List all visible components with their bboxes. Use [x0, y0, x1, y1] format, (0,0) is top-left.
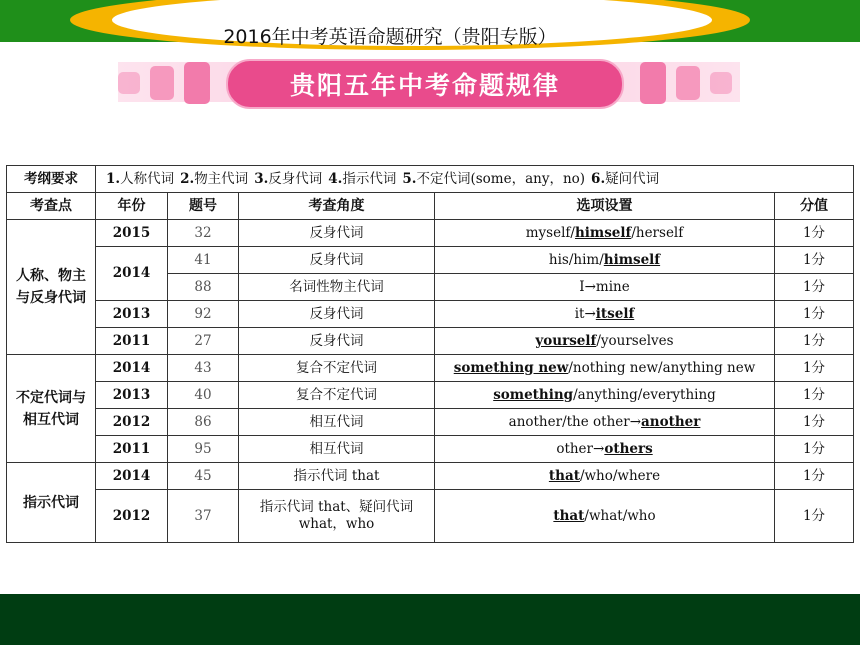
option-text: /who/where: [579, 467, 661, 484]
option-text: another/the other→: [508, 413, 642, 430]
column-header: 题号: [168, 193, 239, 220]
score-cell: 1分: [775, 409, 854, 436]
table-row: [7, 463, 854, 490]
option-text: /yourselves: [596, 332, 674, 349]
column-header: 分值: [775, 193, 854, 220]
exam-angle-cell: 相互代词: [239, 409, 435, 436]
options-cell: [435, 409, 775, 436]
correct-answer: that: [548, 467, 580, 484]
question-number-cell: 45: [168, 463, 239, 490]
syllabus-item-text: 指示代词: [342, 170, 397, 187]
correct-answer: another: [641, 413, 701, 430]
correct-answer: something new: [453, 359, 569, 376]
syllabus-item-text: 物主代词: [194, 170, 249, 187]
syllabus-items: [96, 166, 854, 193]
column-header: 考查角度: [239, 193, 435, 220]
exam-angle-cell: 反身代词: [239, 301, 435, 328]
syllabus-item-number: 1.: [106, 170, 121, 187]
exam-angle-cell: 相互代词: [239, 436, 435, 463]
options-cell: [435, 328, 775, 355]
year-cell: 2012: [96, 409, 168, 436]
table-row: [7, 247, 854, 274]
year-cell: 2011: [96, 328, 168, 355]
option-text: myself/: [525, 224, 575, 241]
question-number-cell: 41: [168, 247, 239, 274]
table-row: [7, 301, 854, 328]
correct-answer: himself: [574, 224, 632, 241]
question-number-cell: 32: [168, 220, 239, 247]
year-cell: 2012: [96, 490, 168, 543]
correct-answer: himself: [603, 251, 661, 268]
column-header: 年份: [96, 193, 168, 220]
option-text: I→mine: [579, 278, 630, 295]
table-row: [7, 436, 854, 463]
banner-deco-square: [640, 62, 666, 104]
options-cell: [435, 436, 775, 463]
exam-point-cell: 不定代词与相互代词: [7, 355, 96, 463]
table-row: [7, 328, 854, 355]
table-row: [7, 220, 854, 247]
score-cell: 1分: [775, 274, 854, 301]
table-row: [7, 355, 854, 382]
syllabus-item-text: 反身代词: [268, 170, 323, 187]
syllabus-item-number: 5.: [402, 170, 417, 187]
options-cell: [435, 301, 775, 328]
option-text: /anything/everything: [573, 386, 716, 403]
options-cell: [435, 463, 775, 490]
exam-angle-cell: 复合不定代词: [239, 382, 435, 409]
year-cell: 2014: [96, 355, 168, 382]
exam-angle-cell: 复合不定代词: [239, 355, 435, 382]
exam-angle-cell: 名词性物主代词: [239, 274, 435, 301]
syllabus-item-number: 2.: [180, 170, 195, 187]
question-number-cell: 40: [168, 382, 239, 409]
option-text: his/him/: [548, 251, 604, 268]
correct-answer: yourself: [535, 332, 597, 349]
correct-answer: that: [553, 507, 585, 524]
exam-angle-cell: 反身代词: [239, 247, 435, 274]
year-cell: 2013: [96, 382, 168, 409]
question-number-cell: 88: [168, 274, 239, 301]
year-cell: 2013: [96, 301, 168, 328]
options-cell: [435, 490, 775, 543]
score-cell: 1分: [775, 247, 854, 274]
score-cell: 1分: [775, 328, 854, 355]
table-row: [7, 490, 854, 543]
table-row: [7, 409, 854, 436]
syllabus-item-number: 6.: [591, 170, 606, 187]
table-header-row: [7, 193, 854, 220]
exam-point-cell: 指示代词: [7, 463, 96, 543]
question-number-cell: 86: [168, 409, 239, 436]
question-number-cell: 37: [168, 490, 239, 543]
exam-angle-cell: 反身代词: [239, 220, 435, 247]
document-title: 2016年中考英语命题研究（贵阳专版）: [223, 26, 557, 48]
correct-answer: itself: [595, 305, 635, 322]
option-text: /herself: [631, 224, 684, 241]
question-number-cell: 43: [168, 355, 239, 382]
banner-deco-square: [184, 62, 210, 104]
syllabus-item-number: 4.: [328, 170, 343, 187]
column-header: 考查点: [7, 193, 96, 220]
banner-deco-square: [150, 66, 174, 100]
options-cell: [435, 355, 775, 382]
syllabus-item-text: 不定代词(some，any，no): [416, 170, 586, 187]
banner-deco-square: [676, 66, 700, 100]
syllabus-item-text: 疑问代词: [605, 170, 660, 187]
year-cell: 2011: [96, 436, 168, 463]
column-header: 选项设置: [435, 193, 775, 220]
option-text: it→: [574, 305, 596, 322]
correct-answer: something: [493, 386, 574, 403]
section-banner: 贵阳五年中考命题规律: [226, 59, 624, 109]
correct-answer: others: [604, 440, 653, 457]
syllabus-item-text: 人称代词: [120, 170, 175, 187]
score-cell: 1分: [775, 301, 854, 328]
exam-angle-cell: 指示代词 that、疑问代词 what，who: [239, 490, 435, 543]
exam-analysis-table: [6, 165, 854, 543]
score-cell: 1分: [775, 382, 854, 409]
options-cell: [435, 382, 775, 409]
table-row: [7, 382, 854, 409]
syllabus-label: 考纲要求: [7, 166, 96, 193]
exam-angle-cell: 反身代词: [239, 328, 435, 355]
options-cell: [435, 220, 775, 247]
syllabus-row: [7, 166, 854, 193]
option-text: /what/who: [584, 507, 656, 524]
exam-angle-cell: 指示代词 that: [239, 463, 435, 490]
option-text: other→: [556, 440, 605, 457]
bottom-band: [0, 594, 860, 645]
score-cell: 1分: [775, 220, 854, 247]
options-cell: [435, 247, 775, 274]
year-cell: 2015: [96, 220, 168, 247]
score-cell: 1分: [775, 355, 854, 382]
exam-point-cell: 人称、物主与反身代词: [7, 220, 96, 355]
option-text: /nothing new/anything new: [568, 359, 756, 376]
year-cell: 2014: [96, 463, 168, 490]
banner-deco-square: [118, 72, 140, 94]
question-number-cell: 95: [168, 436, 239, 463]
year-cell: 2014: [96, 247, 168, 301]
question-number-cell: 27: [168, 328, 239, 355]
options-cell: [435, 274, 775, 301]
syllabus-item-number: 3.: [254, 170, 269, 187]
score-cell: 1分: [775, 490, 854, 543]
score-cell: 1分: [775, 463, 854, 490]
score-cell: 1分: [775, 436, 854, 463]
question-number-cell: 92: [168, 301, 239, 328]
banner-deco-square: [710, 72, 732, 94]
